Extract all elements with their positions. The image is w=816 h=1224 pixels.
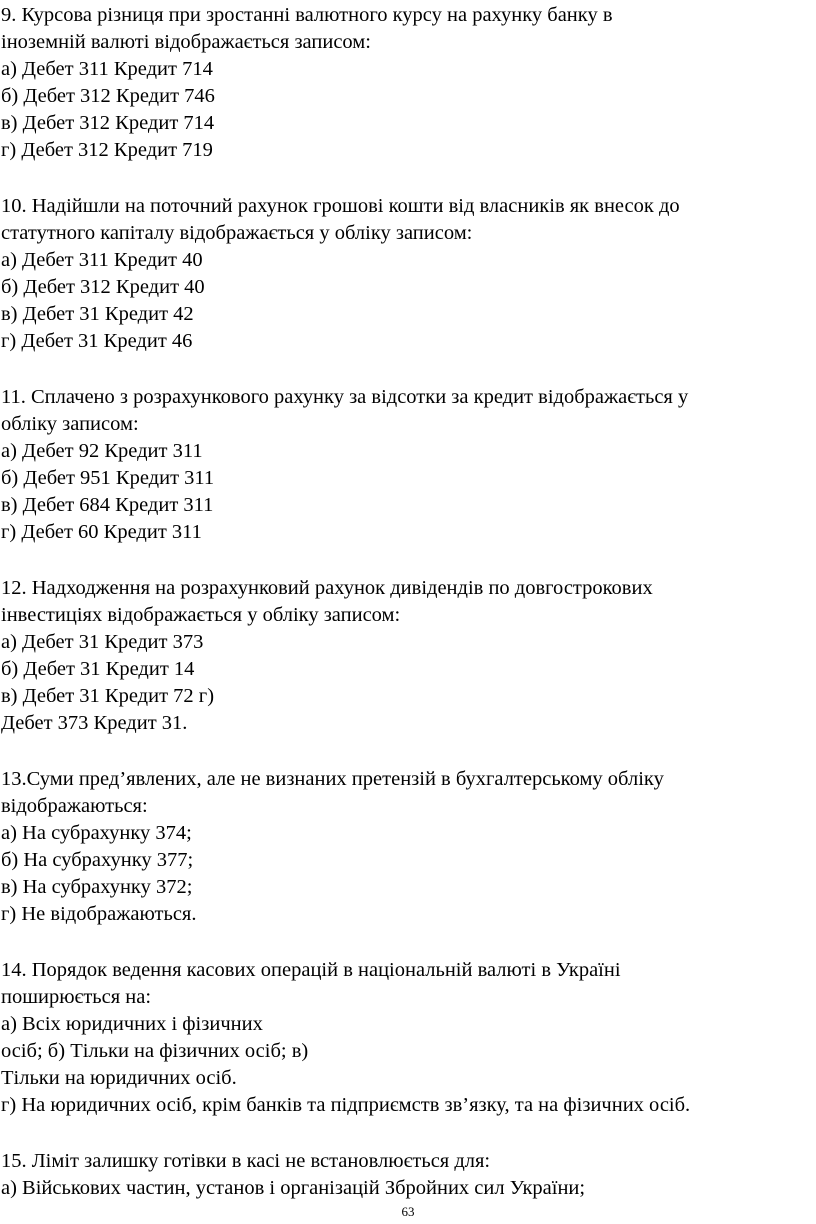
answer-option: в) Дебет 31 Кредит 42 <box>1 303 194 325</box>
question-text-line: відображаються: <box>1 795 148 817</box>
question-9 <box>1 2 811 164</box>
question-text-line: обліку записом: <box>1 413 139 435</box>
question-15 <box>1 1148 811 1202</box>
answer-option: а) Дебет 311 Кредит 714 <box>1 58 213 80</box>
answer-option: а) Всіх юридичних і фізичних <box>1 1013 263 1035</box>
question-14 <box>1 957 811 1119</box>
answer-option: б) На субрахунку 377; <box>1 849 194 871</box>
answer-option: г) На юридичних осіб, крім банків та підприємств зв’язку, та на фізичних осіб. <box>1 1094 691 1116</box>
question-text-line: 11. Сплачено з розрахункового рахунку за відсотки за кредит відображається у <box>1 386 689 408</box>
answer-option: б) Дебет 312 Кредит 746 <box>1 85 215 107</box>
answer-option: г) Дебет 312 Кредит 719 <box>1 139 213 161</box>
question-text-line: 13.Суми пред’явлених, але не визнаних претензій в бухгалтерському обліку <box>1 768 664 790</box>
answer-option: г) Дебет 60 Кредит 311 <box>1 521 202 543</box>
answer-option: б) Дебет 312 Кредит 40 <box>1 276 205 298</box>
question-text-line: іноземній валюті відображається записом: <box>1 31 371 53</box>
answer-option: а) На субрахунку 374; <box>1 822 192 844</box>
answer-option: в) Дебет 312 Кредит 714 <box>1 112 215 134</box>
answer-option: в) На субрахунку 372; <box>1 876 193 898</box>
answer-option: б) Дебет 31 Кредит 14 <box>1 658 195 680</box>
answer-option: б) Дебет 951 Кредит 311 <box>1 467 215 489</box>
answer-option: г) Дебет 31 Кредит 46 <box>1 330 193 352</box>
question-text-line: 15. Ліміт залишку готівки в касі не встановлюється для: <box>1 1150 491 1172</box>
answer-option: в) Дебет 684 Кредит 311 <box>1 494 214 516</box>
question-text-line: 10. Надійшли на поточний рахунок грошові кошти від власників як внесок до <box>1 195 680 217</box>
question-12 <box>1 575 811 737</box>
question-text-line: поширюється на: <box>1 986 152 1008</box>
question-text-line: 14. Порядок ведення касових операцій в національній валюті в Україні <box>1 959 621 981</box>
answer-option: а) Дебет 31 Кредит 373 <box>1 631 204 653</box>
answer-option: в) Дебет 31 Кредит 72 г) <box>1 685 215 707</box>
answer-option: Дебет 373 Кредит 31. <box>1 712 188 734</box>
answer-option: Тільки на юридичних осіб. <box>1 1067 237 1089</box>
answer-option: а) Дебет 311 Кредит 40 <box>1 249 203 271</box>
question-text-line: 12. Надходження на розрахунковий рахунок дивідендів по довгострокових <box>1 577 653 599</box>
question-text-line: інвестиціях відображається у обліку записом: <box>1 604 401 626</box>
answer-option: а) Дебет 92 Кредит 311 <box>1 440 203 462</box>
answer-option: а) Військових частин, установ і організацій Збройних сил України; <box>1 1177 586 1199</box>
question-text-line: статутного капіталу відображається у обліку записом: <box>1 222 473 244</box>
question-text-line: 9. Курсова різниця при зростанні валютного курсу на рахунку банку в <box>1 4 613 26</box>
answer-option: осіб; б) Тільки на фізичних осіб; в) <box>1 1040 309 1062</box>
question-10 <box>1 193 811 355</box>
page-number: 63 <box>401 1204 415 1219</box>
question-11 <box>1 384 811 546</box>
answer-option: г) Не відображаються. <box>1 903 197 925</box>
question-13 <box>1 766 811 928</box>
